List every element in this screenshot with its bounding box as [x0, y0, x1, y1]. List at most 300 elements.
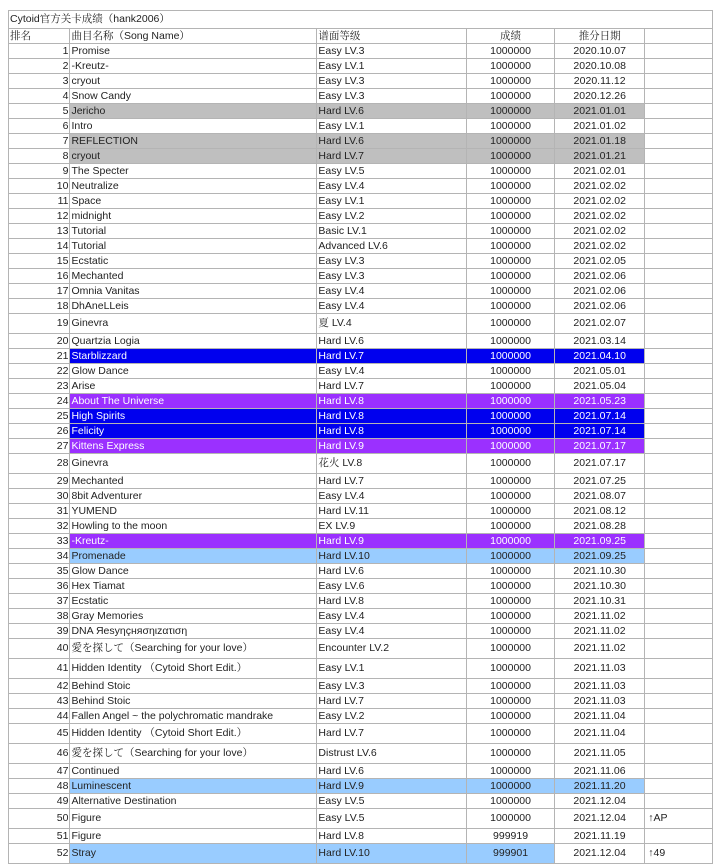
- rank-cell[interactable]: 18: [9, 299, 70, 314]
- song-name-cell[interactable]: midnight: [70, 209, 317, 224]
- note-cell[interactable]: [645, 379, 713, 394]
- rank-cell[interactable]: 11: [9, 194, 70, 209]
- score-cell[interactable]: 1000000: [467, 74, 555, 89]
- date-cell[interactable]: 2021.11.03: [555, 659, 645, 679]
- chart-level-cell[interactable]: Hard LV.8: [317, 594, 467, 609]
- song-name-cell[interactable]: About The Universe: [70, 394, 317, 409]
- score-cell[interactable]: 1000000: [467, 334, 555, 349]
- rank-cell[interactable]: 24: [9, 394, 70, 409]
- chart-level-cell[interactable]: Hard LV.7: [317, 379, 467, 394]
- rank-cell[interactable]: 1: [9, 44, 70, 59]
- date-cell[interactable]: 2021.11.04: [555, 709, 645, 724]
- score-cell[interactable]: 1000000: [467, 779, 555, 794]
- note-cell[interactable]: [645, 164, 713, 179]
- note-cell[interactable]: [645, 709, 713, 724]
- note-cell[interactable]: [645, 764, 713, 779]
- rank-cell[interactable]: 43: [9, 694, 70, 709]
- song-name-cell[interactable]: Space: [70, 194, 317, 209]
- date-cell[interactable]: 2021.11.03: [555, 694, 645, 709]
- chart-level-cell[interactable]: Hard LV.8: [317, 394, 467, 409]
- date-cell[interactable]: 2021.11.02: [555, 609, 645, 624]
- rank-cell[interactable]: 33: [9, 534, 70, 549]
- note-cell[interactable]: [645, 609, 713, 624]
- chart-level-cell[interactable]: Hard LV.7: [317, 149, 467, 164]
- date-cell[interactable]: 2021.02.07: [555, 314, 645, 334]
- rank-cell[interactable]: 23: [9, 379, 70, 394]
- song-name-cell[interactable]: Figure: [70, 829, 317, 844]
- song-name-cell[interactable]: Snow Candy: [70, 89, 317, 104]
- chart-level-cell[interactable]: Easy LV.4: [317, 299, 467, 314]
- rank-cell[interactable]: 9: [9, 164, 70, 179]
- score-cell[interactable]: 1000000: [467, 119, 555, 134]
- rank-cell[interactable]: 21: [9, 349, 70, 364]
- note-cell[interactable]: ↑AP: [645, 809, 713, 829]
- header-date[interactable]: 推分日期: [555, 29, 645, 44]
- note-cell[interactable]: [645, 334, 713, 349]
- song-name-cell[interactable]: Jericho: [70, 104, 317, 119]
- note-cell[interactable]: [645, 194, 713, 209]
- note-cell[interactable]: [645, 659, 713, 679]
- header-score[interactable]: 成绩: [467, 29, 555, 44]
- song-name-cell[interactable]: Intro: [70, 119, 317, 134]
- song-name-cell[interactable]: Continued: [70, 764, 317, 779]
- date-cell[interactable]: 2021.08.07: [555, 489, 645, 504]
- note-cell[interactable]: [645, 779, 713, 794]
- chart-level-cell[interactable]: Advanced LV.6: [317, 239, 467, 254]
- note-cell[interactable]: [645, 254, 713, 269]
- song-name-cell[interactable]: Ginevra: [70, 454, 317, 474]
- date-cell[interactable]: 2021.02.02: [555, 194, 645, 209]
- date-cell[interactable]: 2021.02.02: [555, 239, 645, 254]
- chart-level-cell[interactable]: Easy LV.4: [317, 609, 467, 624]
- header-level[interactable]: 谱面等级: [317, 29, 467, 44]
- date-cell[interactable]: 2021.07.17: [555, 454, 645, 474]
- song-name-cell[interactable]: Omnia Vanitas: [70, 284, 317, 299]
- date-cell[interactable]: 2021.05.01: [555, 364, 645, 379]
- note-cell[interactable]: [645, 504, 713, 519]
- rank-cell[interactable]: 27: [9, 439, 70, 454]
- score-cell[interactable]: 1000000: [467, 639, 555, 659]
- chart-level-cell[interactable]: Easy LV.1: [317, 194, 467, 209]
- note-cell[interactable]: [645, 74, 713, 89]
- song-name-cell[interactable]: DhAneLLeis: [70, 299, 317, 314]
- chart-level-cell[interactable]: Hard LV.6: [317, 134, 467, 149]
- chart-level-cell[interactable]: Easy LV.1: [317, 659, 467, 679]
- date-cell[interactable]: 2021.01.18: [555, 134, 645, 149]
- score-cell[interactable]: 1000000: [467, 489, 555, 504]
- date-cell[interactable]: 2021.11.19: [555, 829, 645, 844]
- rank-cell[interactable]: 50: [9, 809, 70, 829]
- score-cell[interactable]: 1000000: [467, 224, 555, 239]
- chart-level-cell[interactable]: Hard LV.7: [317, 724, 467, 744]
- note-cell[interactable]: [645, 269, 713, 284]
- rank-cell[interactable]: 36: [9, 579, 70, 594]
- song-name-cell[interactable]: The Specter: [70, 164, 317, 179]
- rank-cell[interactable]: 29: [9, 474, 70, 489]
- song-name-cell[interactable]: -Kreutz-: [70, 59, 317, 74]
- chart-level-cell[interactable]: Hard LV.6: [317, 104, 467, 119]
- chart-level-cell[interactable]: Hard LV.10: [317, 549, 467, 564]
- song-name-cell[interactable]: Promise: [70, 44, 317, 59]
- chart-level-cell[interactable]: Hard LV.8: [317, 424, 467, 439]
- rank-cell[interactable]: 20: [9, 334, 70, 349]
- song-name-cell[interactable]: Mechanted: [70, 474, 317, 489]
- song-name-cell[interactable]: Ecstatic: [70, 254, 317, 269]
- chart-level-cell[interactable]: Easy LV.4: [317, 489, 467, 504]
- score-cell[interactable]: 1000000: [467, 519, 555, 534]
- score-cell[interactable]: 1000000: [467, 724, 555, 744]
- chart-level-cell[interactable]: Easy LV.3: [317, 89, 467, 104]
- note-cell[interactable]: [645, 299, 713, 314]
- note-cell[interactable]: [645, 119, 713, 134]
- date-cell[interactable]: 2021.09.25: [555, 534, 645, 549]
- rank-cell[interactable]: 37: [9, 594, 70, 609]
- rank-cell[interactable]: 25: [9, 409, 70, 424]
- note-cell[interactable]: [645, 454, 713, 474]
- date-cell[interactable]: 2020.10.07: [555, 44, 645, 59]
- chart-level-cell[interactable]: Hard LV.7: [317, 474, 467, 489]
- score-cell[interactable]: 1000000: [467, 164, 555, 179]
- rank-cell[interactable]: 12: [9, 209, 70, 224]
- rank-cell[interactable]: 2: [9, 59, 70, 74]
- date-cell[interactable]: 2020.10.08: [555, 59, 645, 74]
- score-cell[interactable]: 1000000: [467, 594, 555, 609]
- date-cell[interactable]: 2021.02.02: [555, 209, 645, 224]
- date-cell[interactable]: 2021.07.14: [555, 424, 645, 439]
- note-cell[interactable]: [645, 349, 713, 364]
- rank-cell[interactable]: 28: [9, 454, 70, 474]
- chart-level-cell[interactable]: Hard LV.7: [317, 349, 467, 364]
- chart-level-cell[interactable]: Easy LV.6: [317, 579, 467, 594]
- chart-level-cell[interactable]: Easy LV.3: [317, 679, 467, 694]
- note-cell[interactable]: [645, 564, 713, 579]
- rank-cell[interactable]: 49: [9, 794, 70, 809]
- score-cell[interactable]: 1000000: [467, 564, 555, 579]
- song-name-cell[interactable]: Figure: [70, 809, 317, 829]
- rank-cell[interactable]: 8: [9, 149, 70, 164]
- score-cell[interactable]: 1000000: [467, 89, 555, 104]
- date-cell[interactable]: 2021.07.25: [555, 474, 645, 489]
- score-cell[interactable]: 1000000: [467, 179, 555, 194]
- song-name-cell[interactable]: Tutorial: [70, 239, 317, 254]
- score-cell[interactable]: 1000000: [467, 409, 555, 424]
- rank-cell[interactable]: 10: [9, 179, 70, 194]
- date-cell[interactable]: 2021.10.30: [555, 579, 645, 594]
- header-extra[interactable]: [645, 29, 713, 44]
- score-cell[interactable]: 1000000: [467, 764, 555, 779]
- rank-cell[interactable]: 13: [9, 224, 70, 239]
- score-cell[interactable]: 1000000: [467, 504, 555, 519]
- date-cell[interactable]: 2021.07.14: [555, 409, 645, 424]
- rank-cell[interactable]: 40: [9, 639, 70, 659]
- rank-cell[interactable]: 6: [9, 119, 70, 134]
- score-cell[interactable]: 1000000: [467, 269, 555, 284]
- chart-level-cell[interactable]: EX LV.9: [317, 519, 467, 534]
- song-name-cell[interactable]: REFLECTION: [70, 134, 317, 149]
- score-cell[interactable]: 1000000: [467, 439, 555, 454]
- score-cell[interactable]: 1000000: [467, 194, 555, 209]
- date-cell[interactable]: 2021.08.12: [555, 504, 645, 519]
- score-cell[interactable]: 999901: [467, 844, 555, 864]
- note-cell[interactable]: [645, 534, 713, 549]
- song-name-cell[interactable]: Ginevra: [70, 314, 317, 334]
- note-cell[interactable]: [645, 474, 713, 489]
- rank-cell[interactable]: 4: [9, 89, 70, 104]
- score-cell[interactable]: 1000000: [467, 44, 555, 59]
- score-cell[interactable]: 1000000: [467, 709, 555, 724]
- date-cell[interactable]: 2021.01.21: [555, 149, 645, 164]
- note-cell[interactable]: [645, 679, 713, 694]
- rank-cell[interactable]: 42: [9, 679, 70, 694]
- note-cell[interactable]: [645, 549, 713, 564]
- song-name-cell[interactable]: Quartzia Logia: [70, 334, 317, 349]
- date-cell[interactable]: 2021.04.10: [555, 349, 645, 364]
- rank-cell[interactable]: 5: [9, 104, 70, 119]
- note-cell[interactable]: [645, 744, 713, 764]
- score-cell[interactable]: 1000000: [467, 809, 555, 829]
- song-name-cell[interactable]: YUMEND: [70, 504, 317, 519]
- date-cell[interactable]: 2021.11.05: [555, 744, 645, 764]
- score-cell[interactable]: 1000000: [467, 679, 555, 694]
- rank-cell[interactable]: 31: [9, 504, 70, 519]
- chart-level-cell[interactable]: Hard LV.7: [317, 694, 467, 709]
- song-name-cell[interactable]: Felicity: [70, 424, 317, 439]
- date-cell[interactable]: 2021.12.04: [555, 809, 645, 829]
- chart-level-cell[interactable]: Easy LV.5: [317, 809, 467, 829]
- score-cell[interactable]: 1000000: [467, 549, 555, 564]
- song-name-cell[interactable]: Tutorial: [70, 224, 317, 239]
- header-song[interactable]: 曲目名称（Song Name）: [70, 29, 317, 44]
- song-name-cell[interactable]: Behind Stoic: [70, 694, 317, 709]
- date-cell[interactable]: 2021.09.25: [555, 549, 645, 564]
- date-cell[interactable]: 2021.02.02: [555, 179, 645, 194]
- rank-cell[interactable]: 22: [9, 364, 70, 379]
- song-name-cell[interactable]: cryout: [70, 74, 317, 89]
- rank-cell[interactable]: 47: [9, 764, 70, 779]
- note-cell[interactable]: [645, 394, 713, 409]
- note-cell[interactable]: [645, 209, 713, 224]
- chart-level-cell[interactable]: Easy LV.3: [317, 254, 467, 269]
- song-name-cell[interactable]: Kittens Express: [70, 439, 317, 454]
- note-cell[interactable]: [645, 44, 713, 59]
- chart-level-cell[interactable]: Hard LV.8: [317, 409, 467, 424]
- chart-level-cell[interactable]: Hard LV.8: [317, 829, 467, 844]
- chart-level-cell[interactable]: Hard LV.6: [317, 764, 467, 779]
- note-cell[interactable]: [645, 489, 713, 504]
- chart-level-cell[interactable]: 花火 LV.8: [317, 454, 467, 474]
- song-name-cell[interactable]: -Kreutz-: [70, 534, 317, 549]
- rank-cell[interactable]: 48: [9, 779, 70, 794]
- note-cell[interactable]: [645, 794, 713, 809]
- rank-cell[interactable]: 17: [9, 284, 70, 299]
- score-cell[interactable]: 1000000: [467, 254, 555, 269]
- song-name-cell[interactable]: 愛を探して（Searching for your love）: [70, 639, 317, 659]
- chart-level-cell[interactable]: Hard LV.9: [317, 779, 467, 794]
- score-cell[interactable]: 1000000: [467, 134, 555, 149]
- date-cell[interactable]: 2021.07.17: [555, 439, 645, 454]
- song-name-cell[interactable]: Promenade: [70, 549, 317, 564]
- rank-cell[interactable]: 46: [9, 744, 70, 764]
- note-cell[interactable]: [645, 519, 713, 534]
- score-cell[interactable]: 1000000: [467, 349, 555, 364]
- chart-level-cell[interactable]: Hard LV.11: [317, 504, 467, 519]
- score-cell[interactable]: 1000000: [467, 534, 555, 549]
- chart-level-cell[interactable]: Hard LV.6: [317, 564, 467, 579]
- note-cell[interactable]: [645, 284, 713, 299]
- song-name-cell[interactable]: Ecstatic: [70, 594, 317, 609]
- song-name-cell[interactable]: Gray Memories: [70, 609, 317, 624]
- note-cell[interactable]: [645, 594, 713, 609]
- rank-cell[interactable]: 7: [9, 134, 70, 149]
- date-cell[interactable]: 2021.11.02: [555, 639, 645, 659]
- score-cell[interactable]: 1000000: [467, 744, 555, 764]
- score-cell[interactable]: 1000000: [467, 609, 555, 624]
- sheet-title[interactable]: Cytoid官方关卡成绩（hank2006）: [9, 11, 713, 29]
- date-cell[interactable]: 2021.11.06: [555, 764, 645, 779]
- song-name-cell[interactable]: 8bit Adventurer: [70, 489, 317, 504]
- rank-cell[interactable]: 3: [9, 74, 70, 89]
- song-name-cell[interactable]: Hidden Identity （Cytoid Short Edit.）: [70, 659, 317, 679]
- date-cell[interactable]: 2021.03.14: [555, 334, 645, 349]
- song-name-cell[interactable]: cryout: [70, 149, 317, 164]
- chart-level-cell[interactable]: Distrust LV.6: [317, 744, 467, 764]
- date-cell[interactable]: 2021.11.02: [555, 624, 645, 639]
- score-cell[interactable]: 1000000: [467, 694, 555, 709]
- note-cell[interactable]: [645, 224, 713, 239]
- chart-level-cell[interactable]: Hard LV.9: [317, 534, 467, 549]
- chart-level-cell[interactable]: Encounter LV.2: [317, 639, 467, 659]
- chart-level-cell[interactable]: Easy LV.4: [317, 624, 467, 639]
- score-cell[interactable]: 1000000: [467, 149, 555, 164]
- score-cell[interactable]: 1000000: [467, 284, 555, 299]
- date-cell[interactable]: 2021.08.28: [555, 519, 645, 534]
- score-cell[interactable]: 1000000: [467, 379, 555, 394]
- date-cell[interactable]: 2020.12.26: [555, 89, 645, 104]
- chart-level-cell[interactable]: Easy LV.2: [317, 209, 467, 224]
- rank-cell[interactable]: 19: [9, 314, 70, 334]
- rank-cell[interactable]: 34: [9, 549, 70, 564]
- score-cell[interactable]: 1000000: [467, 474, 555, 489]
- song-name-cell[interactable]: Stray: [70, 844, 317, 864]
- chart-level-cell[interactable]: Hard LV.9: [317, 439, 467, 454]
- date-cell[interactable]: 2021.02.02: [555, 224, 645, 239]
- note-cell[interactable]: [645, 439, 713, 454]
- song-name-cell[interactable]: Glow Dance: [70, 364, 317, 379]
- date-cell[interactable]: 2021.02.05: [555, 254, 645, 269]
- date-cell[interactable]: 2021.02.01: [555, 164, 645, 179]
- date-cell[interactable]: 2021.12.04: [555, 844, 645, 864]
- note-cell[interactable]: [645, 89, 713, 104]
- rank-cell[interactable]: 52: [9, 844, 70, 864]
- rank-cell[interactable]: 32: [9, 519, 70, 534]
- note-cell[interactable]: [645, 104, 713, 119]
- chart-level-cell[interactable]: Easy LV.1: [317, 119, 467, 134]
- chart-level-cell[interactable]: Hard LV.10: [317, 844, 467, 864]
- score-cell[interactable]: 1000000: [467, 314, 555, 334]
- date-cell[interactable]: 2021.11.04: [555, 724, 645, 744]
- note-cell[interactable]: [645, 239, 713, 254]
- score-cell[interactable]: 999919: [467, 829, 555, 844]
- song-name-cell[interactable]: Hidden Identity （Cytoid Short Edit.）: [70, 724, 317, 744]
- song-name-cell[interactable]: Behind Stoic: [70, 679, 317, 694]
- note-cell[interactable]: ↑49: [645, 844, 713, 864]
- score-cell[interactable]: 1000000: [467, 624, 555, 639]
- chart-level-cell[interactable]: 夏 LV.4: [317, 314, 467, 334]
- song-name-cell[interactable]: Luminescent: [70, 779, 317, 794]
- score-cell[interactable]: 1000000: [467, 394, 555, 409]
- song-name-cell[interactable]: Howling to the moon: [70, 519, 317, 534]
- date-cell[interactable]: 2021.11.20: [555, 779, 645, 794]
- chart-level-cell[interactable]: Easy LV.3: [317, 44, 467, 59]
- song-name-cell[interactable]: Alternative Destination: [70, 794, 317, 809]
- date-cell[interactable]: 2021.02.06: [555, 284, 645, 299]
- chart-level-cell[interactable]: Easy LV.1: [317, 59, 467, 74]
- note-cell[interactable]: [645, 639, 713, 659]
- rank-cell[interactable]: 30: [9, 489, 70, 504]
- note-cell[interactable]: [645, 829, 713, 844]
- song-name-cell[interactable]: Glow Dance: [70, 564, 317, 579]
- rank-cell[interactable]: 51: [9, 829, 70, 844]
- rank-cell[interactable]: 14: [9, 239, 70, 254]
- rank-cell[interactable]: 35: [9, 564, 70, 579]
- chart-level-cell[interactable]: Basic LV.1: [317, 224, 467, 239]
- song-name-cell[interactable]: DNA Яesyηçняσηιzατιση: [70, 624, 317, 639]
- date-cell[interactable]: 2021.01.01: [555, 104, 645, 119]
- score-cell[interactable]: 1000000: [467, 299, 555, 314]
- note-cell[interactable]: [645, 314, 713, 334]
- note-cell[interactable]: [645, 179, 713, 194]
- rank-cell[interactable]: 44: [9, 709, 70, 724]
- date-cell[interactable]: 2021.05.23: [555, 394, 645, 409]
- chart-level-cell[interactable]: Easy LV.4: [317, 179, 467, 194]
- note-cell[interactable]: [645, 624, 713, 639]
- note-cell[interactable]: [645, 424, 713, 439]
- rank-cell[interactable]: 39: [9, 624, 70, 639]
- date-cell[interactable]: 2021.10.30: [555, 564, 645, 579]
- score-cell[interactable]: 1000000: [467, 659, 555, 679]
- chart-level-cell[interactable]: Easy LV.4: [317, 364, 467, 379]
- note-cell[interactable]: [645, 149, 713, 164]
- song-name-cell[interactable]: Arise: [70, 379, 317, 394]
- song-name-cell[interactable]: Neutralize: [70, 179, 317, 194]
- date-cell[interactable]: 2021.05.04: [555, 379, 645, 394]
- score-cell[interactable]: 1000000: [467, 239, 555, 254]
- rank-cell[interactable]: 41: [9, 659, 70, 679]
- date-cell[interactable]: 2021.01.02: [555, 119, 645, 134]
- rank-cell[interactable]: 38: [9, 609, 70, 624]
- score-cell[interactable]: 1000000: [467, 59, 555, 74]
- date-cell[interactable]: 2021.11.03: [555, 679, 645, 694]
- chart-level-cell[interactable]: Easy LV.3: [317, 269, 467, 284]
- date-cell[interactable]: 2021.02.06: [555, 269, 645, 284]
- note-cell[interactable]: [645, 409, 713, 424]
- date-cell[interactable]: 2020.11.12: [555, 74, 645, 89]
- chart-level-cell[interactable]: Easy LV.4: [317, 284, 467, 299]
- date-cell[interactable]: 2021.10.31: [555, 594, 645, 609]
- song-name-cell[interactable]: 愛を探して（Searching for your love）: [70, 744, 317, 764]
- note-cell[interactable]: [645, 134, 713, 149]
- song-name-cell[interactable]: Hex Tiamat: [70, 579, 317, 594]
- rank-cell[interactable]: 45: [9, 724, 70, 744]
- chart-level-cell[interactable]: Easy LV.5: [317, 164, 467, 179]
- song-name-cell[interactable]: Starblizzard: [70, 349, 317, 364]
- rank-cell[interactable]: 26: [9, 424, 70, 439]
- date-cell[interactable]: 2021.02.06: [555, 299, 645, 314]
- chart-level-cell[interactable]: Easy LV.2: [317, 709, 467, 724]
- chart-level-cell[interactable]: Easy LV.5: [317, 794, 467, 809]
- score-cell[interactable]: 1000000: [467, 209, 555, 224]
- header-rank[interactable]: 排名: [9, 29, 70, 44]
